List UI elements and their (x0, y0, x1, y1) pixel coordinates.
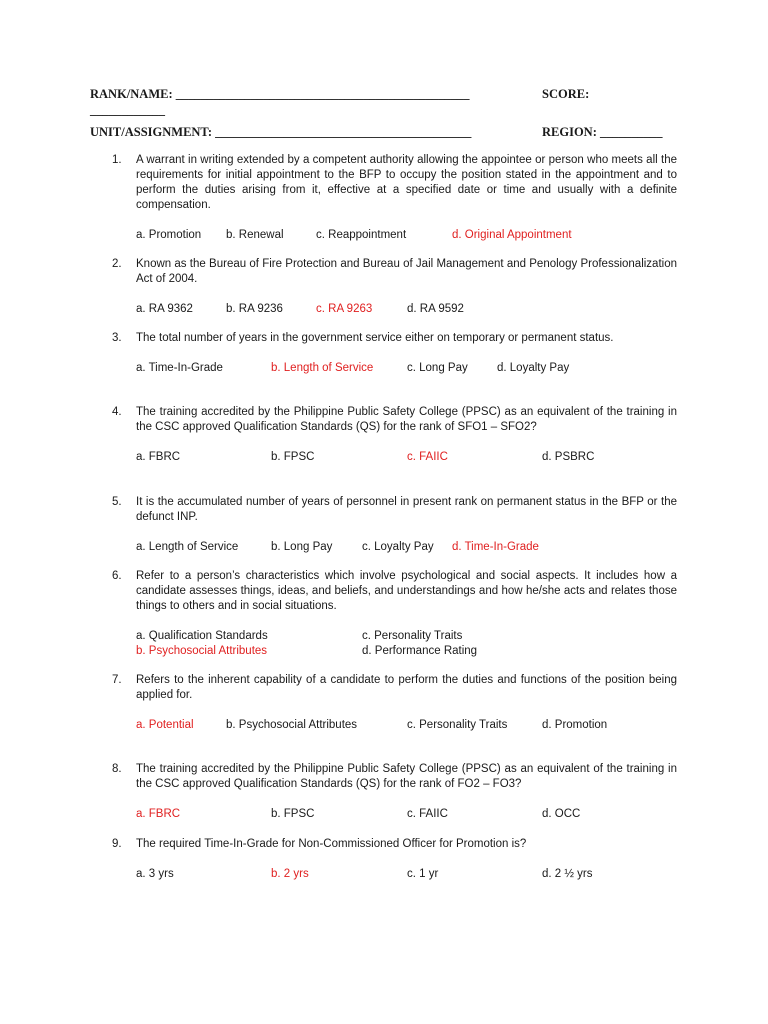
option-c-correct: c. FAIIC (407, 451, 448, 463)
option-a: a. RA 9362 (136, 303, 193, 315)
option-b: b. Long Pay (271, 541, 333, 553)
question-1 (112, 153, 677, 243)
option-c: c. Loyalty Pay (362, 541, 434, 553)
question-text: Refer to a person’s characteristics which involve psychological and social aspects. It includes how a candidate assesses things, ideas, and beliefs, and understandings and how he/she acts and relates those things to others and in social situations. (136, 570, 677, 612)
options-row (136, 361, 677, 376)
question-text: It is the accumulated number of years of personnel in present rank on permanent status in the BFP or the defunct INP. (136, 496, 677, 523)
option-b: b. Renewal (226, 229, 284, 241)
option-a: a. Time-In-Grade (136, 362, 223, 374)
question-number: 3. (112, 332, 122, 344)
question-number: 2. (112, 258, 122, 270)
option-c: c. 1 yr (407, 868, 439, 880)
option-d: d. RA 9592 (407, 303, 464, 315)
question-number: 4. (112, 406, 122, 418)
score-label: SCORE: (542, 87, 590, 101)
option-d-correct: d. Time-In-Grade (452, 541, 539, 553)
question-text: Refers to the inherent capability of a candidate to perform the duties and functions of the position being applied for. (136, 674, 677, 701)
option-b-correct: b. 2 yrs (271, 868, 309, 880)
option-c: c. Long Pay (407, 362, 468, 374)
option-a: a. Length of Service (136, 541, 239, 553)
option-c: c. FAIIC (407, 808, 448, 820)
option-a: a. 3 yrs (136, 868, 174, 880)
option-c: c. Reappointment (316, 229, 407, 241)
option-b-correct: b. Psychosocial Attributes (136, 645, 268, 657)
question-3 (112, 331, 677, 376)
question-number: 7. (112, 674, 122, 686)
question-text: The required Time-In-Grade for Non-Commissioned Officer for Promotion is? (136, 838, 527, 850)
option-c: c. Personality Traits (362, 630, 463, 642)
question-2 (112, 257, 677, 317)
question-text: Known as the Bureau of Fire Protection and Bureau of Jail Management and Penology Professionalization Act of 2004. (136, 258, 677, 285)
question-text: The total number of years in the government service either on temporary or permanent status. (136, 332, 614, 344)
options-row (136, 629, 677, 644)
question-text: The training accredited by the Philippine Public Safety College (PPSC) as an equivalent of the training in the CSC approved Qualification Standards (QS) for the rank of FO2 – FO3? (136, 763, 677, 790)
question-7 (112, 673, 677, 733)
question-number: 9. (112, 838, 122, 850)
option-b: b. FPSC (271, 451, 315, 463)
options-row (136, 540, 677, 555)
question-9 (112, 837, 677, 882)
option-d: d. Promotion (542, 719, 608, 731)
options-row (136, 302, 677, 317)
option-a: a. Promotion (136, 229, 202, 241)
question-number: 5. (112, 496, 122, 508)
option-d: d. OCC (542, 808, 581, 820)
options-row (136, 867, 677, 882)
options-row (136, 450, 677, 465)
option-a: a. FBRC (136, 451, 181, 463)
option-a: a. Qualification Standards (136, 630, 268, 642)
option-c-correct: c. RA 9263 (316, 303, 373, 315)
score-blank: ____________ (90, 103, 165, 117)
option-d: d. Loyalty Pay (497, 362, 570, 374)
question-text: The training accredited by the Philippine Public Safety College (PPSC) as an equivalent of the training in the CSC approved Qualification Standards (QS) for the rank of SFO1 – SFO2? (136, 406, 677, 433)
option-d: d. 2 ½ yrs (542, 868, 593, 880)
options-row (136, 228, 677, 243)
option-d-correct: d. Original Appointment (452, 229, 572, 241)
question-5 (112, 495, 677, 555)
option-a-correct: a. FBRC (136, 808, 181, 820)
options-row (136, 644, 677, 659)
option-d: d. Performance Rating (362, 645, 478, 657)
question-number: 6. (112, 570, 122, 582)
question-6 (112, 569, 677, 659)
option-b: b. Psychosocial Attributes (226, 719, 358, 731)
option-c: c. Personality Traits (407, 719, 508, 731)
question-4 (112, 405, 677, 465)
option-d: d. PSBRC (542, 451, 595, 463)
question-8 (112, 762, 677, 822)
unit-assignment-field: UNIT/ASSIGNMENT: _________________________________________ (90, 125, 472, 139)
option-b: b. FPSC (271, 808, 315, 820)
options-row (136, 807, 677, 822)
question-number: 8. (112, 763, 122, 775)
question-text: A warrant in writing extended by a competent authority allowing the appointee or person who meets all the requirements for initial appointment to the BFP to occupy the position stated in the appointment and to perform the duties arising from it, effective at a specified date or time and usually with a definite compensation. (136, 154, 677, 211)
rank-name-field: RANK/NAME: _______________________________________________ (90, 87, 470, 101)
question-number: 1. (112, 154, 122, 166)
options-row (136, 718, 677, 733)
option-b: b. RA 9236 (226, 303, 283, 315)
option-a-correct: a. Potential (136, 719, 194, 731)
region-field: REGION: __________ (542, 125, 663, 139)
option-b-correct: b. Length of Service (271, 362, 374, 374)
